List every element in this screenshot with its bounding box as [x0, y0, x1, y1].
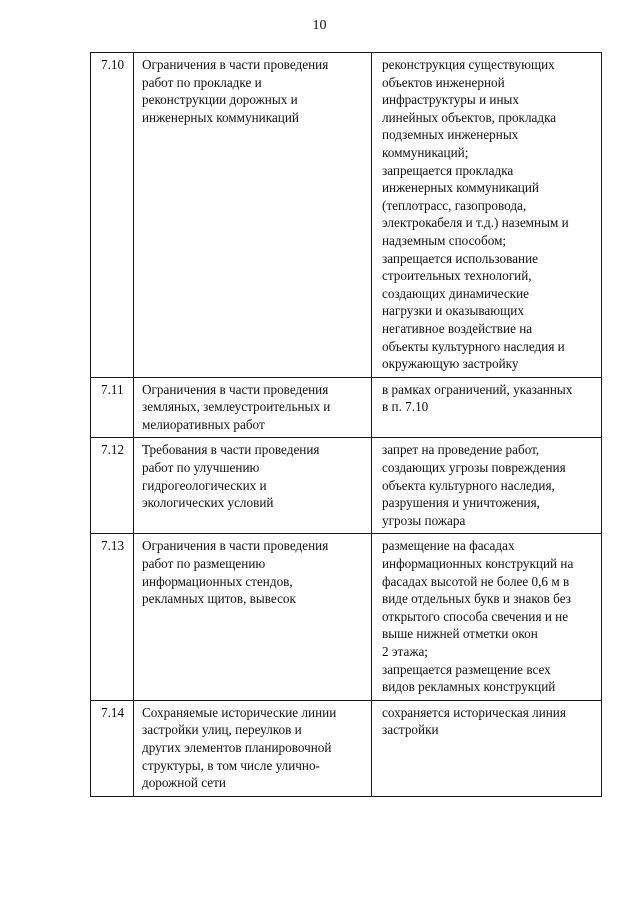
restriction-name-line: работ по размещению — [142, 556, 266, 572]
requirement-description-line: электрокабеля и т.д.) наземным и — [382, 215, 569, 231]
table-row — [91, 700, 602, 796]
requirement-description-line: надземным способом; — [382, 232, 507, 248]
row-number: 7.12 — [91, 438, 134, 534]
requirement-description-line: нагрузки и оказывающих — [382, 303, 524, 319]
requirement-description-line: окружающую застройку — [382, 356, 519, 372]
requirement-description-line: открытого способа свечения и не — [382, 608, 569, 624]
restriction-name-cell — [134, 534, 372, 700]
restriction-name-line: работ по прокладке и — [142, 74, 262, 90]
restriction-name-line: рекламных щитов, вывесок — [142, 591, 296, 607]
row-number: 7.11 — [91, 377, 134, 438]
restriction-name-line: других элементов планировочной — [142, 739, 332, 755]
restriction-name-line: реконструкции дорожных и — [142, 92, 298, 108]
restriction-name-line: Сохраняемые исторические линии — [142, 704, 337, 720]
page-number: 10 — [312, 18, 327, 33]
requirement-description-line: инженерных коммуникаций — [382, 180, 539, 196]
requirement-description-line: (теплотрасс, газопровода, — [382, 197, 527, 213]
restriction-name-line: Ограничения в части проведения — [142, 381, 329, 397]
restriction-name-line: экологических условий — [142, 495, 274, 511]
restriction-name-line: информационных стендов, — [142, 573, 293, 589]
requirement-description-line: информационных конструкций на — [382, 556, 574, 572]
requirement-description-line: негативное воздействие на — [382, 320, 533, 336]
requirement-description-line: запрещается использование — [382, 250, 538, 266]
restriction-name-line: гидрогеологических и — [142, 477, 267, 493]
requirement-description-line: запрещается прокладка — [382, 162, 514, 178]
restriction-name-line: дорожной сети — [142, 775, 226, 791]
requirement-description-line: разрушения и уничтожения, — [382, 495, 540, 511]
restriction-name-cell — [134, 700, 372, 796]
requirement-description-line: запрет на проведение работ, — [382, 442, 540, 458]
requirement-description-line: застройки — [382, 722, 439, 738]
requirement-description-line: объекты культурного наследия и — [382, 338, 565, 354]
requirement-description-line: подземных инженерных — [382, 127, 519, 143]
table-row — [91, 534, 602, 700]
restriction-name-line: инженерных коммуникаций — [142, 109, 299, 125]
requirement-description-line: создающих угрозы повреждения — [382, 460, 566, 476]
restriction-name-cell — [134, 377, 372, 438]
requirement-description-line: коммуникаций; — [382, 144, 469, 160]
requirement-description-line: в п. 7.10 — [382, 399, 429, 415]
restriction-name-line: Ограничения в части проведения — [142, 538, 329, 554]
requirement-description-line: объектов инженерной — [382, 74, 505, 90]
restriction-name-line: работ по улучшению — [142, 460, 260, 476]
requirement-description-cell — [372, 438, 602, 534]
requirement-description-line: выше нижней отметки окон — [382, 626, 538, 642]
restriction-name-line: мелиоративных работ — [142, 416, 265, 432]
requirement-description-cell — [372, 700, 602, 796]
row-number: 7.13 — [91, 534, 134, 700]
restriction-name-line: Требования в части проведения — [142, 442, 320, 458]
restriction-name-cell — [134, 53, 372, 378]
row-number: 7.10 — [91, 53, 134, 378]
requirement-description-line: фасадах высотой не более 0,6 м в — [382, 573, 570, 589]
table-row — [91, 377, 602, 438]
restriction-name-cell — [134, 438, 372, 534]
table-body — [91, 53, 602, 797]
requirement-description-line: размещение на фасадах — [382, 538, 515, 554]
restriction-name-line: структуры, в том числе улично- — [142, 757, 320, 773]
requirement-description-line: создающих динамические — [382, 285, 530, 301]
requirement-description-line: запрещается размещение всех — [382, 661, 551, 677]
requirement-description-line: реконструкция существующих — [382, 57, 555, 72]
requirement-description-line: инфраструктуры и иных — [382, 92, 519, 108]
requirement-description-cell — [372, 534, 602, 700]
table-row — [91, 53, 602, 378]
requirement-description-cell — [372, 377, 602, 438]
requirement-description-line: угрозы пожара — [382, 512, 466, 528]
requirement-description-line: в рамках ограничений, указанных — [382, 381, 573, 397]
requirement-description-line: сохраняется историческая линия — [382, 704, 566, 720]
requirements-table — [90, 52, 602, 797]
table-row — [91, 438, 602, 534]
requirement-description-line: линейных объектов, прокладка — [382, 109, 557, 125]
restriction-name-line: застройки улиц, переулков и — [142, 722, 302, 738]
requirement-description-line: виде отдельных букв и знаков без — [382, 591, 571, 607]
requirement-description-line: строительных технологий, — [382, 268, 532, 284]
requirement-description-cell — [372, 53, 602, 378]
restriction-name-line: Ограничения в части проведения — [142, 57, 329, 72]
requirement-description-line: видов рекламных конструкций — [382, 679, 556, 695]
requirement-description-line: объекта культурного наследия, — [382, 477, 555, 493]
row-number: 7.14 — [91, 700, 134, 796]
requirement-description-line: 2 этажа; — [382, 644, 428, 659]
restriction-name-line: земляных, землеустроительных и — [142, 399, 331, 415]
